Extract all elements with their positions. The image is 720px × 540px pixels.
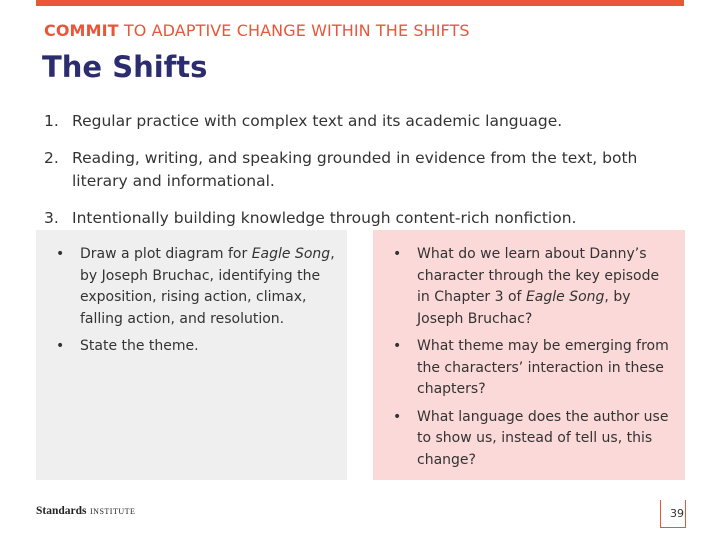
- bullet-dot-icon: •: [56, 338, 65, 354]
- shift-number: 2.: [44, 149, 59, 167]
- shift-item: [44, 147, 674, 193]
- top-accent-bar: [36, 0, 684, 6]
- shifted-task-panel: [373, 230, 685, 480]
- bullet-dot-icon: •: [393, 408, 402, 425]
- shift-text: Intentionally building knowledge through content-rich nonfiction.: [72, 209, 577, 227]
- shift-item: [44, 207, 674, 230]
- standards-institute-logo: [36, 504, 135, 517]
- shift-text: Reading, writing, and speaking grounded in evidence from the text, both literary and informational.: [72, 149, 638, 190]
- item-text: Draw a plot diagram for: [80, 246, 252, 262]
- item-text: What do we learn about Danny’s character through the key episode in Chapter 3 of: [417, 246, 660, 305]
- page-title: The Shifts: [42, 50, 208, 84]
- old-task-list: [52, 244, 335, 358]
- shift-number: 3.: [44, 209, 59, 227]
- section-kicker: [44, 21, 470, 40]
- shift-number: 1.: [44, 112, 59, 130]
- logo-wordmark: Standards: [36, 505, 87, 517]
- item-text: State the theme.: [80, 338, 199, 354]
- book-title: Eagle Song: [251, 246, 331, 262]
- shifted-task-list: [389, 244, 673, 471]
- bullet-dot-icon: •: [393, 246, 402, 262]
- list-item: [389, 244, 673, 330]
- item-text-tail: , by Joseph Bruchac, identifying the exposition, rising action, climax, falling action, and resolution.: [80, 246, 335, 327]
- kicker-text: TO ADAPTIVE CHANGE WITHIN THE SHIFTS: [118, 21, 470, 40]
- list-item: [52, 336, 335, 358]
- shift-item: [44, 110, 674, 133]
- shifts-list: [44, 110, 674, 244]
- item-text-tail: , by Joseph Bruchac?: [417, 289, 631, 327]
- shift-text: Regular practice with complex text and its academic language.: [72, 112, 563, 130]
- page-number: 39: [670, 507, 684, 520]
- item-text: What theme may be emerging from the characters’ interaction in these chapters?: [417, 338, 669, 397]
- list-item: [52, 244, 335, 330]
- bullet-dot-icon: •: [393, 338, 402, 354]
- bullet-dot-icon: •: [56, 246, 65, 262]
- item-text: What language does the author use to show us, instead of tell us, this change?: [417, 408, 669, 468]
- book-title: Eagle Song: [525, 289, 605, 305]
- logo-subtitle: INSTITUTE: [90, 507, 136, 516]
- kicker-emphasis: COMMIT: [44, 21, 119, 40]
- old-task-panel: [36, 230, 347, 480]
- list-item: [389, 407, 673, 472]
- list-item: [389, 336, 673, 401]
